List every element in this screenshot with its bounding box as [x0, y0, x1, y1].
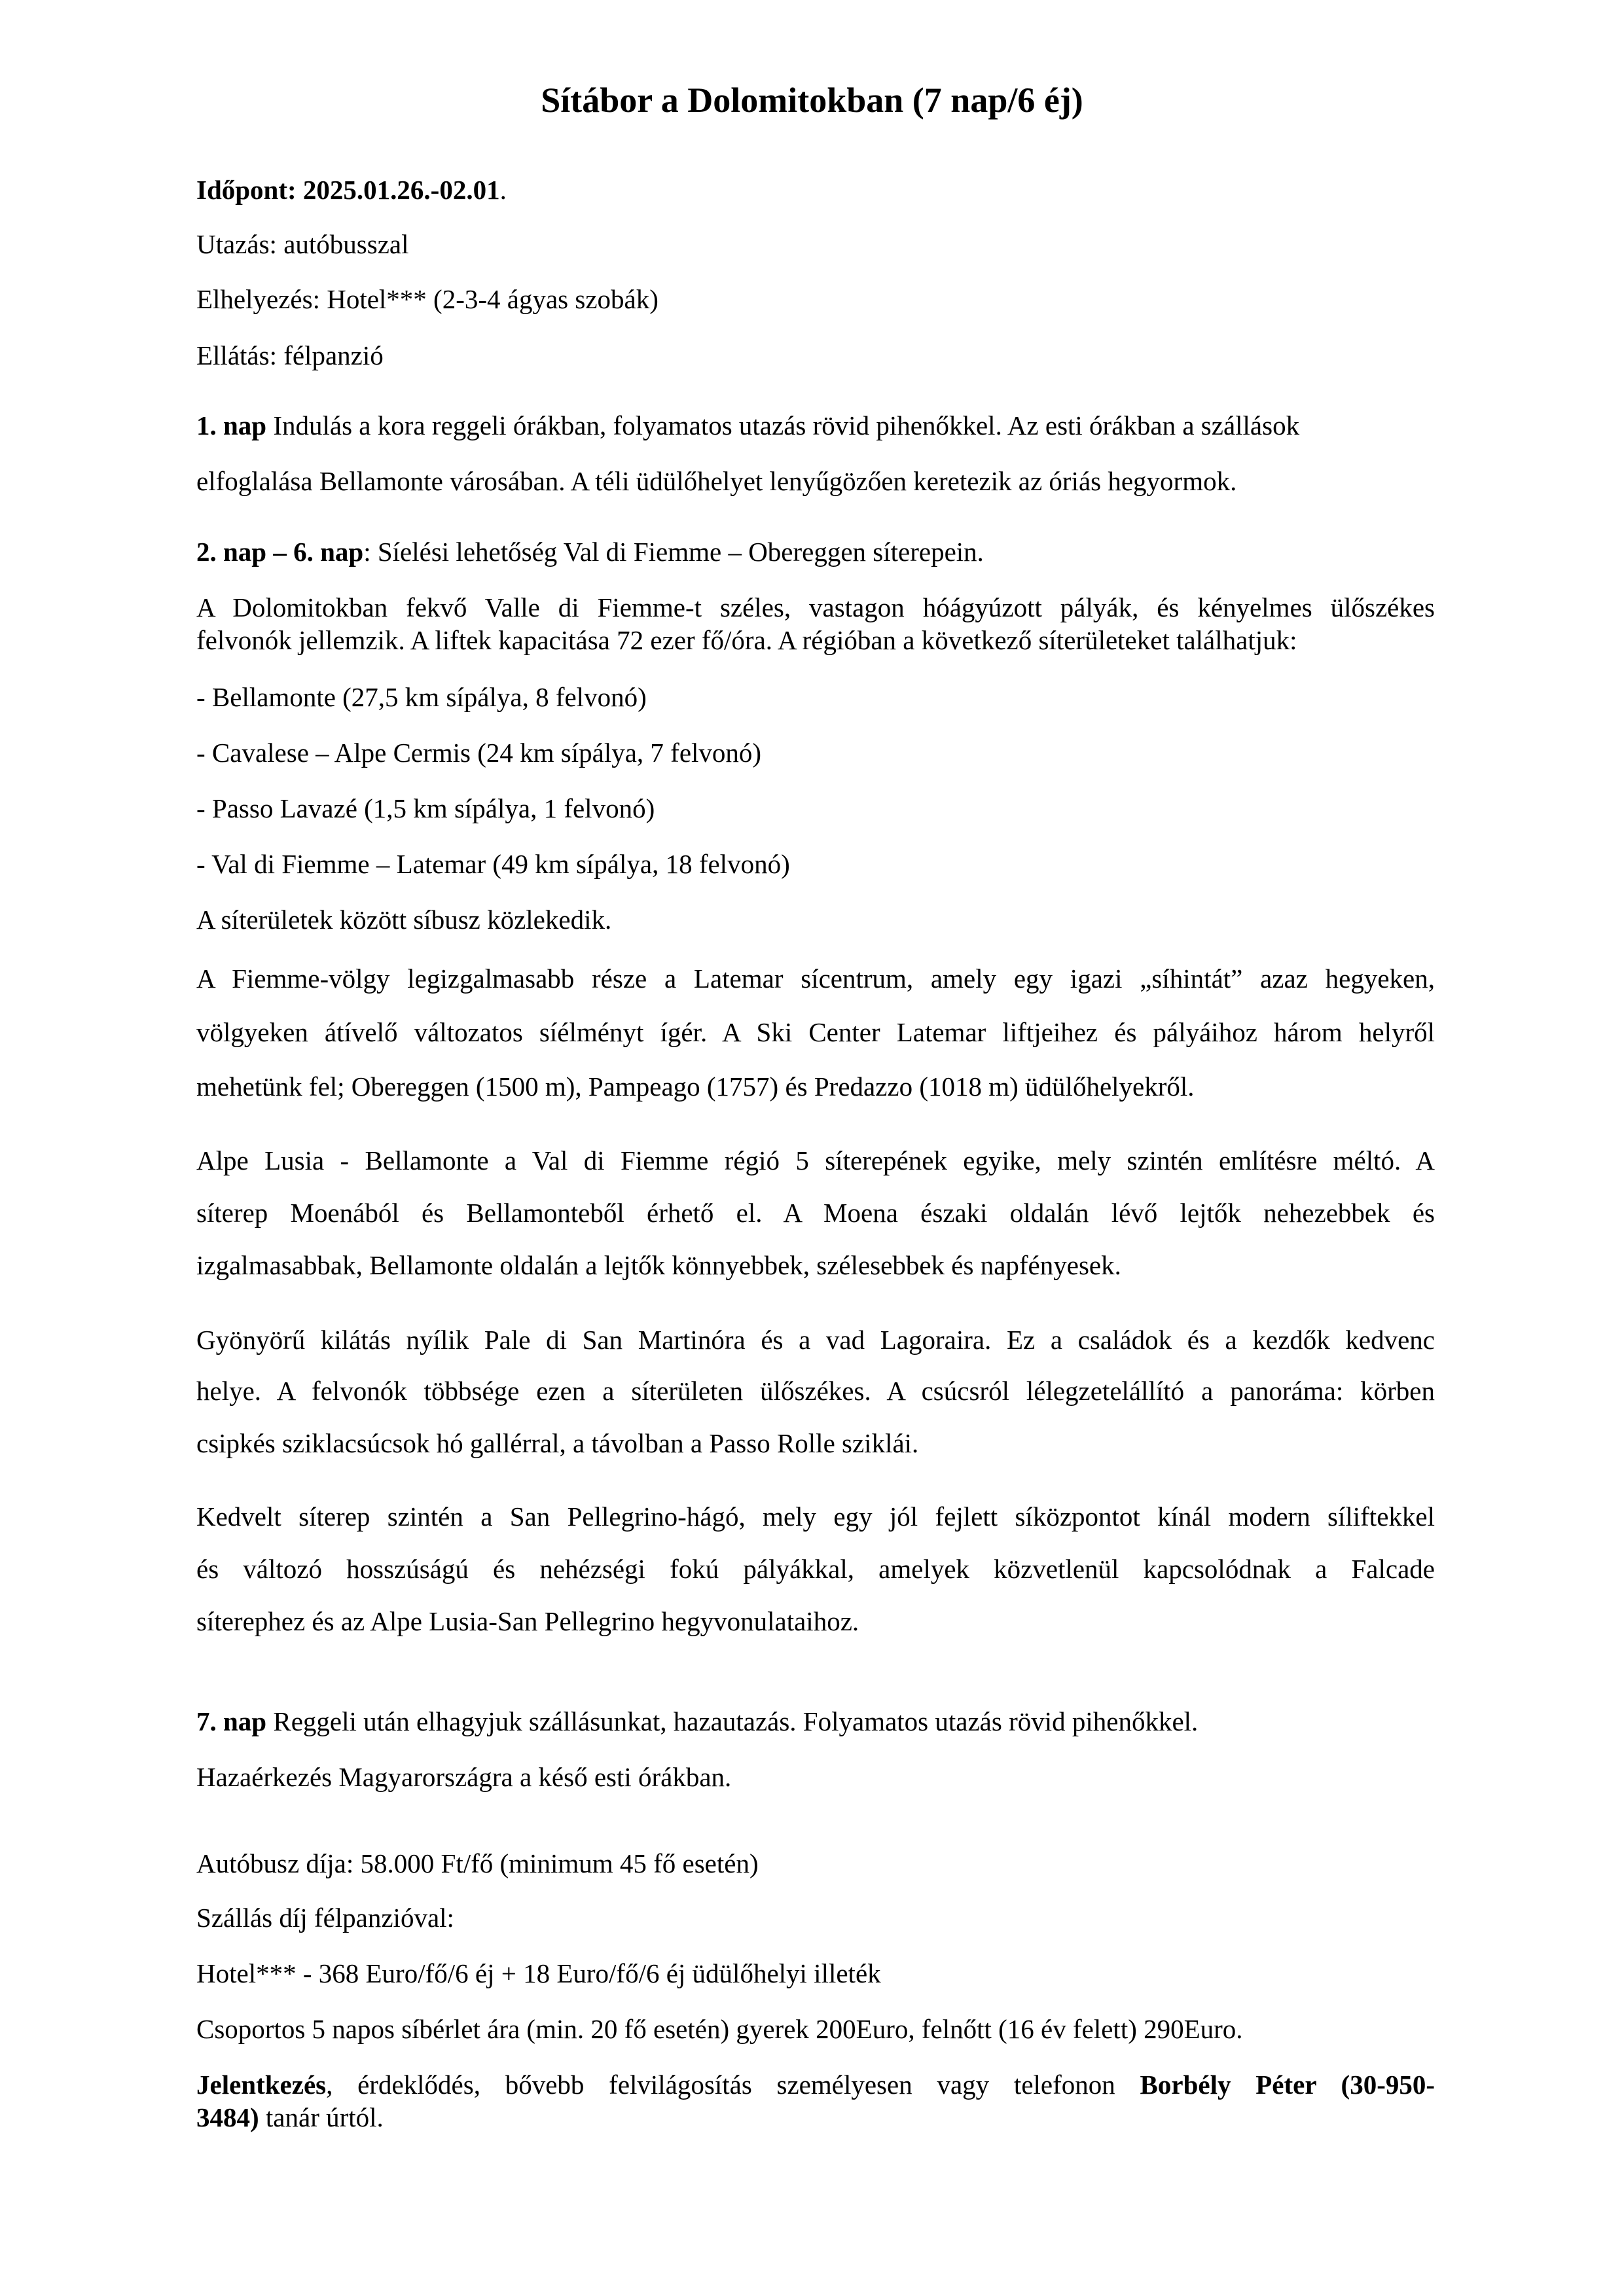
- contact-suffix: tanár úrtól.: [259, 2102, 384, 2132]
- latemar-line3: mehetünk fel; Obereggen (1500 m), Pampeago (1757) és Predazzo (1018 m) üdülőhelyekről.: [196, 1071, 1195, 1102]
- day7-line2: Hazaérkezés Magyarországra a késő esti órákban.: [196, 1762, 732, 1792]
- ski-area-item: - Passo Lavazé (1,5 km sípálya, 1 felvonó): [196, 793, 655, 823]
- pellegrino-line1: Kedvelt síterep szintén a San Pellegrino-hágó, mely egy jól fejlett síközpontot kínál modern síliftekkel: [196, 1501, 1435, 1532]
- view-line3: csipkés sziklacsúcsok hó gallérral, a távolban a Passo Rolle sziklái.: [196, 1428, 919, 1458]
- intro-line1: A Dolomitokban fekvő Valle di Fiemme-t széles, vastagon hóágyúzott pályák, és kényelmes ülőszékes: [196, 592, 1435, 622]
- contact-label: Jelentkezés: [196, 2070, 327, 2100]
- travel-line: Utazás: autóbusszal: [196, 229, 409, 259]
- view-line1: Gyönyörű kilátás nyílik Pale di San Martinóra és a vad Lagoraira. Ez a családok és a kezdők kedvenc: [196, 1325, 1435, 1355]
- contact-phone-end: 3484): [196, 2102, 259, 2132]
- day7-line1: [196, 1705, 1198, 1738]
- day1-label: 1. nap: [196, 410, 267, 440]
- lusia-line3: izgalmasabbak, Bellamonte oldalán a lejtők könnyebbek, szélesebbek és napfényesek.: [196, 1250, 1121, 1280]
- latemar-line2: völgyeken átívelő változatos síélményt ígér. A Ski Center Latemar liftjeihez és pályáihoz három helyről: [196, 1017, 1435, 1047]
- intro-line2: felvonók jellemzik. A liftek kapacitása 72 ezer fő/óra. A régióban a következő síterületeket találhatjuk:: [196, 625, 1297, 655]
- day7-text: Reggeli után elhagyjuk szállásunkat, hazautazás. Folyamatos utazás rövid pihenőkkel.: [266, 1706, 1199, 1736]
- contact-name: Borbély Péter (30-950-: [1140, 2070, 1435, 2100]
- day1-line2: elfoglalása Bellamonte városában. A téli üdülőhelyet lenyűgözően keretezik az óriás hegyormok.: [196, 466, 1237, 496]
- date-suffix: .: [499, 175, 507, 205]
- day1-line1: [196, 409, 1299, 442]
- hotel-price-line: Hotel*** - 368 Euro/fő/6 éj + 18 Euro/fő/6 éj üdülőhelyi illeték: [196, 1958, 881, 1988]
- latemar-line1: A Fiemme-völgy legizgalmasabb része a Latemar sícentrum, amely egy igazi „síhintát” azaz hegyeken,: [196, 963, 1435, 994]
- lusia-line2: síterep Moenából és Bellamonteből érhető el. A Moena északi oldalán lévő lejtők nehezebbek és: [196, 1198, 1435, 1228]
- day1-text: Indulás a kora reggeli órákban, folyamatos utazás rövid pihenőkkel. Az esti órákban a szállások: [266, 410, 1300, 440]
- contact-text: , érdeklődés, bővebb felvilágosítás személyesen vagy telefonon: [326, 2070, 1140, 2100]
- days2to6-label: 2. nap – 6. nap: [196, 537, 364, 567]
- lusia-line1: Alpe Lusia - Bellamonte a Val di Fiemme régió 5 síterepének egyike, mely szintén említésre méltó. A: [196, 1145, 1435, 1175]
- contact-line2: [196, 2101, 384, 2134]
- skipass-price-line: Csoportos 5 napos síbérlet ára (min. 20 fő esetén) gyerek 200Euro, felnőtt (16 év felett) 290Euro.: [196, 2014, 1243, 2044]
- days2to6-heading: [196, 535, 984, 568]
- bus-price-line: Autóbusz díja: 58.000 Ft/fő (minimum 45 fő esetén): [196, 1848, 759, 1878]
- ski-area-item: - Val di Fiemme – Latemar (49 km sípálya, 18 felvonó): [196, 849, 790, 879]
- ski-area-item: - Cavalese – Alpe Cermis (24 km sípálya, 7 felvonó): [196, 738, 762, 768]
- page-title: Sítábor a Dolomitokban (7 nap/6 éj): [541, 81, 1083, 120]
- days2to6-text: : Síelési lehetőség Val di Fiemme – Obereggen síterepein.: [363, 537, 984, 567]
- pellegrino-line3: síterephez és az Alpe Lusia-San Pellegrino hegyvonulataihoz.: [196, 1606, 859, 1636]
- pellegrino-line2: és változó hosszúságú és nehézségi fokú pályákkal, amelyek közvetlenül kapcsolódnak a Falcade: [196, 1554, 1435, 1584]
- date-line: [196, 173, 507, 206]
- board-line: Ellátás: félpanzió: [196, 340, 384, 370]
- ski-area-item: - Bellamonte (27,5 km sípálya, 8 felvonó): [196, 682, 647, 712]
- accommodation-line: Elhelyezés: Hotel*** (2-3-4 ágyas szobák): [196, 284, 659, 314]
- contact-line1: [196, 2068, 1435, 2101]
- skibus-line: A síterületek között síbusz közlekedik.: [196, 905, 612, 935]
- date-label: Időpont: 2025.01.26.-02.01: [196, 175, 500, 205]
- lodging-label-line: Szállás díj félpanzióval:: [196, 1903, 454, 1933]
- day7-label: 7. nap: [196, 1706, 267, 1736]
- view-line2: helye. A felvonók többsége ezen a síterületen ülőszékes. A csúcsról lélegzetelállító a panoráma: körben: [196, 1376, 1435, 1406]
